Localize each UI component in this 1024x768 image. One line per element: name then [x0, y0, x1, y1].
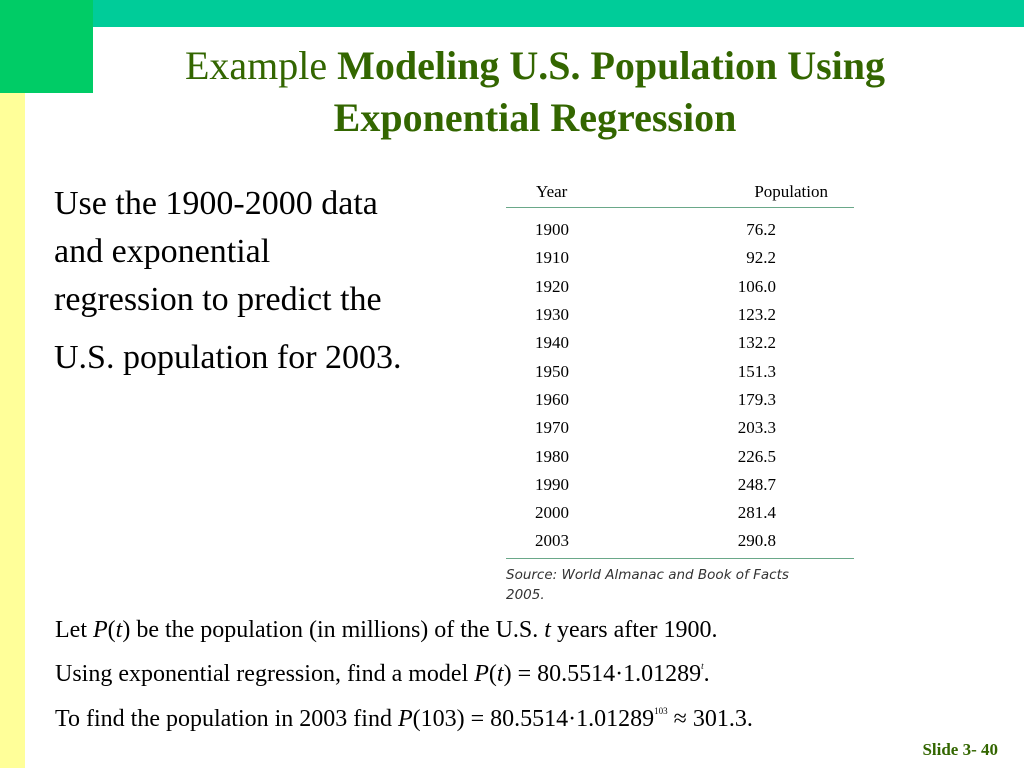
population-cell: 151.3: [737, 361, 776, 381]
population-cell: 76.2: [746, 220, 776, 240]
paren: (: [488, 661, 497, 687]
population-cell: 226.5: [737, 446, 776, 466]
year-cell: 1960: [535, 389, 569, 409]
year-cell: 1990: [535, 474, 569, 494]
table-row: [506, 499, 854, 527]
year-cell: 1900: [535, 220, 569, 240]
slide-number: Slide 3- 40: [922, 740, 998, 759]
paren: (: [107, 617, 116, 643]
text: years after 1900.: [550, 617, 718, 643]
table-row: [506, 414, 854, 442]
table-header-row: [506, 176, 854, 208]
title-bold-line2: Exponential Regression: [333, 95, 737, 140]
population-cell: 106.0: [737, 276, 776, 296]
corner-accent-block: [0, 0, 93, 93]
intro-line: and exponential: [54, 233, 271, 270]
prediction-result: ≈ 301.3.: [667, 706, 753, 732]
title-bold-line1: Modeling U.S. Population Using: [337, 43, 886, 88]
prediction-line: [55, 706, 753, 733]
model-line: [55, 661, 710, 688]
population-table: [506, 176, 854, 559]
table-row: [506, 527, 854, 558]
table-row: [506, 386, 854, 414]
function-symbol: P: [397, 706, 413, 732]
function-argument: (103): [412, 706, 465, 732]
population-cell: 290.8: [628, 527, 854, 558]
paren: ): [503, 661, 512, 687]
table-row: [506, 244, 854, 272]
population-cell: 248.7: [737, 474, 776, 494]
exponent: t: [701, 661, 704, 671]
population-table-container: [506, 176, 854, 605]
year-cell: 1950: [535, 361, 569, 381]
year-cell: 1920: [535, 276, 569, 296]
table-row: [506, 301, 854, 329]
text: Using exponential regression, find a model: [55, 661, 475, 687]
function-symbol: P: [92, 617, 108, 643]
year-cell: 2000: [535, 503, 569, 523]
source-line: Source: World Almanac and Book of Facts: [506, 566, 789, 583]
year-cell: 1940: [535, 333, 569, 353]
population-cell: 203.3: [737, 418, 776, 438]
function-symbol: P: [474, 661, 489, 687]
population-cell: 132.2: [737, 333, 776, 353]
variable-symbol: t: [496, 661, 504, 687]
source-line: 2005.: [506, 586, 545, 603]
exponent: 103: [654, 706, 668, 716]
text: .: [703, 661, 710, 687]
table-row: [506, 357, 854, 385]
variable-symbol: t: [544, 617, 551, 643]
model-equation: = 80.5514·1.01289: [511, 661, 702, 687]
text: be the population (in millions) of the U.S.: [130, 617, 545, 643]
slide-title: [100, 40, 970, 144]
table-source-note: [506, 565, 846, 605]
left-accent-bar: [0, 0, 25, 768]
table-row: [506, 329, 854, 357]
table-row: [506, 273, 854, 301]
population-cell: 179.3: [737, 389, 776, 409]
population-cell: 92.2: [746, 248, 776, 268]
intro-line: Use the 1900-2000 data: [54, 185, 378, 222]
header-year: Year: [506, 176, 628, 208]
intro-line: U.S. population for 2003.: [54, 339, 402, 376]
variable-symbol: t: [115, 617, 123, 643]
text: To find the population in 2003 find: [55, 706, 398, 732]
prediction-equation: = 80.5514·1.01289: [464, 706, 655, 732]
year-cell: 1970: [535, 418, 569, 438]
definition-line: [55, 617, 718, 644]
population-cell: 281.4: [737, 503, 776, 523]
table-row: [506, 442, 854, 470]
population-cell: 123.2: [737, 305, 776, 325]
header-population: Population: [628, 176, 854, 208]
table-row: [506, 208, 854, 245]
table-row: [506, 471, 854, 499]
year-cell: 2003: [506, 527, 628, 558]
year-cell: 1910: [535, 248, 569, 268]
intro-line: regression to predict the: [54, 281, 382, 318]
year-cell: 1930: [535, 305, 569, 325]
top-accent-bar: [0, 0, 1024, 27]
intro-text: [54, 180, 474, 382]
title-prefix: Example: [184, 43, 328, 88]
text: Let: [55, 617, 93, 643]
year-cell: 1980: [535, 446, 569, 466]
paren: ): [122, 617, 131, 643]
